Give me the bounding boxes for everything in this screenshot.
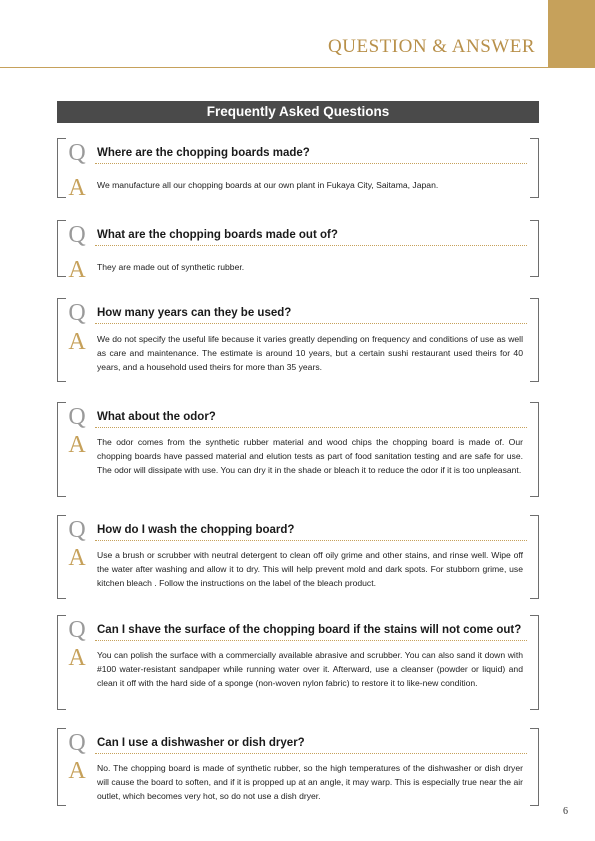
question-row [57,518,539,542]
q-marker: Q [68,517,86,543]
a-marker: A [68,758,86,784]
answer-row [57,432,539,477]
question-row [57,405,539,429]
answer-text: We do not specify the useful life because it varies greatly depending on frequency and conditions of use as well as care and maintenance. The estimate is around 10 years, but a certain sushi restaurant used theirs for 40 years, and a household used theirs for more than 35 years. [97,334,523,372]
faq-item-5 [57,515,539,599]
question-row [57,301,539,325]
q-marker: Q [68,617,86,643]
a-marker: A [68,432,86,458]
page-number: 6 [563,806,568,817]
question-text: Can I shave the surface of the chopping board if the stains will not come out? [97,624,522,636]
dotted-separator [95,753,527,754]
answer-text: The odor comes from the synthetic rubber material and wood chips the chopping board is made of. Our chopping boards have passed material and elution tests as part of food sanitation testing and are safe for use. The odor will dissipate with use. You can dry it in the shade or bleach it to reduce the odor if it is too unpleasant. [97,437,523,475]
answer-text: They are made out of synthetic rubber. [97,262,245,272]
dotted-separator [95,245,527,246]
q-marker: Q [68,404,86,430]
dotted-separator [95,540,527,541]
faq-item-7 [57,728,539,806]
faq-item-3 [57,298,539,382]
answer-row [57,758,539,803]
page-title: QUESTION & ANSWER [328,36,535,57]
question-text: How do I wash the chopping board? [97,524,295,536]
faq-item-1 [57,138,539,201]
dotted-separator [95,163,527,164]
question-text: What are the chopping boards made out of? [97,229,338,241]
q-marker: Q [68,222,86,248]
dotted-separator [95,640,527,641]
answer-row [57,329,539,374]
dotted-separator [95,323,527,324]
a-marker: A [68,645,86,671]
faq-item-4 [57,402,539,497]
question-text: Where are the chopping boards made? [97,147,310,159]
a-marker: A [68,175,86,201]
a-marker: A [68,329,86,355]
answer-text: You can polish the surface with a commercially available abrasive and scrubber. You can also sand it down with #100 water-resistant sandpaper while running water over it. Afterward, use a cleanser (powder or liquid) and clean it off with the hard side of a sponge (non-woven nylon fabric) to restore it to like-new condition. [97,650,523,688]
q-marker: Q [68,140,86,166]
answer-row [57,545,539,590]
question-text: Can I use a dishwasher or dish dryer? [97,737,305,749]
header-accent-bar [548,0,595,68]
question-row [57,223,539,247]
answer-text: No. The chopping board is made of synthetic rubber, so the high temperatures of the dishwasher or dish dryer will cause the board to soften, and if it is propped up at an angle, it may warp. This is especially true near the air outlet, which becomes very hot, so do not use a dish dryer. [97,763,523,801]
section-banner: Frequently Asked Questions [57,101,539,123]
question-row [57,731,539,755]
faq-item-2 [57,220,539,283]
question-row [57,618,539,642]
answer-row [57,175,539,201]
answer-row [57,257,539,283]
question-text: What about the odor? [97,411,216,423]
dotted-separator [95,427,527,428]
question-text: How many years can they be used? [97,307,292,319]
a-marker: A [68,257,86,283]
answer-row [57,645,539,690]
a-marker: A [68,545,86,571]
q-marker: Q [68,730,86,756]
header-rule [0,67,548,68]
answer-text: We manufacture all our chopping boards at our own plant in Fukaya City, Saitama, Japan. [97,180,439,190]
faq-item-6 [57,615,539,710]
question-row [57,141,539,165]
answer-text: Use a brush or scrubber with neutral detergent to clean off oily grime and other stains, and rinse well. Wipe off the water after washing and allow it to dry. This will help prevent mold and dark spots. For stubborn grime, use kitchen bleach . Follow the instructions on the label of the bleach product. [97,550,523,588]
q-marker: Q [68,300,86,326]
